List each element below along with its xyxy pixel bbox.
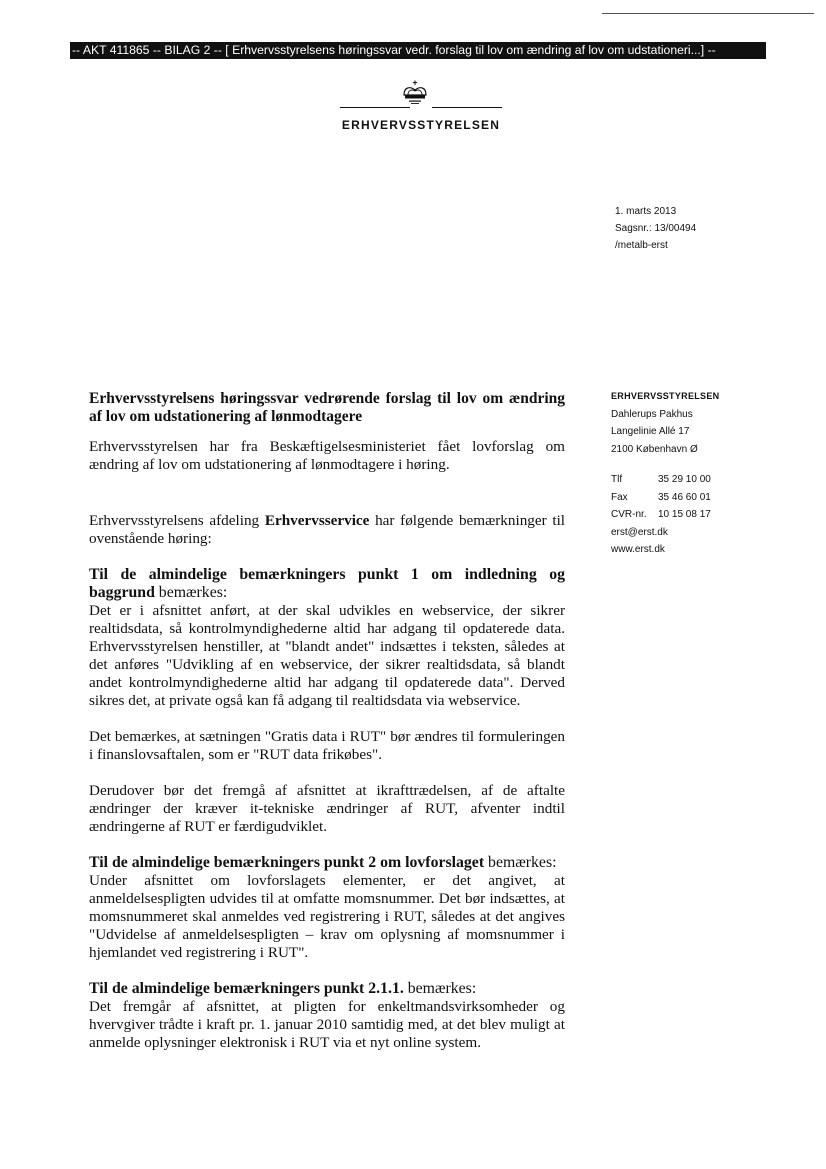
phone-label: Tlf (611, 474, 623, 485)
intro-paragraph: Erhvervsstyrelsen har fra Beskæftigelsesministeriet fået lovforslag om ændring af lov om udstationering af lønmodtagere i høring. (89, 438, 565, 473)
remarks-department: Erhvervsservice (264, 512, 370, 529)
phone-row (611, 471, 719, 489)
letter-body (89, 390, 565, 1052)
section-3-paragraph-1: Det fremgår af afsnittet, at pligten for enkeltmandsvirksomheder og hvervgiver trådte i kraft pr. 1. januar 2010 samtidig med, at det blev muligt at anmelde oplysninger elektronisk i RUT via et nyt online system. (89, 998, 565, 1051)
fax-row (611, 489, 719, 507)
address-city: 2100 København Ø (611, 443, 698, 455)
fax-label: Fax (611, 491, 628, 503)
section-3-heading-suffix: bemærkes: (403, 980, 477, 997)
email: erst@erst.dk (611, 526, 668, 538)
cvr-label: CVR-nr. (611, 509, 647, 520)
section-1-heading-suffix: bemærkes: (154, 584, 228, 601)
website: www.erst.dk (611, 544, 665, 555)
remarks-after: har følgende bemærkninger til ovenstående høring: (89, 512, 566, 547)
section-2-heading-suffix: bemærkes: (484, 854, 557, 871)
section-2-heading-text: Til de almindelige bemærkningers punkt 2 om lovforslaget (89, 854, 485, 871)
cvr-value: 10 15 08 17 (658, 509, 711, 520)
section-1-paragraph-1: Det er i afsnittet anført, at der skal udvikles en webservice, der sikrer realtidsdata, så kontrolmyndighederne altid har adgang til opdaterede data. Erhvervsstyrelsen henstiller, at "blandt andet" indsættes i teksten, således at det anføres "Udvikling af en webservice, der sikrer realtidsdata, så blandt andet kontrolmyndighederne altid har adgang til opdaterede data". Derved sikres det, at private også kan få adgang til realtidsdata via webservice. (89, 602, 565, 709)
top-rule (602, 13, 814, 14)
section-1-paragraph-2: Det bemærkes, at sætningen "Gratis data i RUT" bør ændres til formuleringen i finanslovsaftalen, som er "RUT data frikøbes". (89, 728, 565, 763)
address-org: ERHVERVSSTYRELSEN (611, 391, 720, 401)
address-street1: Dahlerups Pakhus (611, 408, 693, 420)
section-1-paragraph-3: Derudover bør det fremgå af afsnittet at ikrafttrædelsen, af de aftalte ændringer der kræver it-tekniske ændringer af RUT, afventer indtil ændringerne af RUT er færdigudviklet. (89, 782, 565, 835)
fax-value: 35 46 60 01 (658, 491, 711, 503)
document-header-bar: -- AKT 411865 -- BILAG 2 -- [ Erhvervsstyrelsens høringssvar vedr. forslag til lov om ændring af lov om udstationeri...] -- (70, 42, 766, 59)
logo-rule-right (432, 107, 502, 108)
section-3-heading-text: Til de almindelige bemærkningers punkt 2.1.1. (89, 980, 404, 997)
section-2-paragraph-1: Under afsnittet om lovforslagets elementer, er det angivet, at anmeldelsespligten udvides til at omfatte momsnummer. Det bør indsættes, at momsnummeret skal anmeldes ved registrering i RUT, således at det angives "Udvidelse af anmeldelsespligten – krav om oplysning af momsnummer i hjemlandet ved registrering i RUT". (89, 872, 565, 961)
phone-value: 35 29 10 00 (658, 474, 711, 485)
case-number: Sagsnr.: 13/00494 (615, 223, 697, 234)
section-2-heading (89, 854, 565, 872)
remarks-before: Erhvervsstyrelsens afdeling (89, 512, 265, 529)
logo-rule-left (340, 107, 410, 108)
crown-icon (402, 80, 428, 106)
section-1-heading-text: Til de almindelige bemærkningers punkt 1 om indledning og baggrund (89, 566, 565, 601)
address-street2: Langelinie Allé 17 (611, 426, 690, 437)
cvr-row (611, 506, 719, 524)
logo-wordmark: ERHVERVSSTYRELSEN (341, 118, 501, 132)
section-3-heading (89, 980, 565, 998)
section-1-heading (89, 566, 565, 602)
document-title: Erhvervsstyrelsens høringssvar vedrørende forslag til lov om ændring af lov om udstationering af lønmodtagere (89, 390, 565, 425)
sender-address (611, 388, 719, 559)
letter-date: 1. marts 2013 (615, 206, 677, 217)
remarks-paragraph (89, 512, 565, 548)
letter-meta (615, 203, 696, 254)
reference: /metalb-erst (615, 240, 668, 251)
